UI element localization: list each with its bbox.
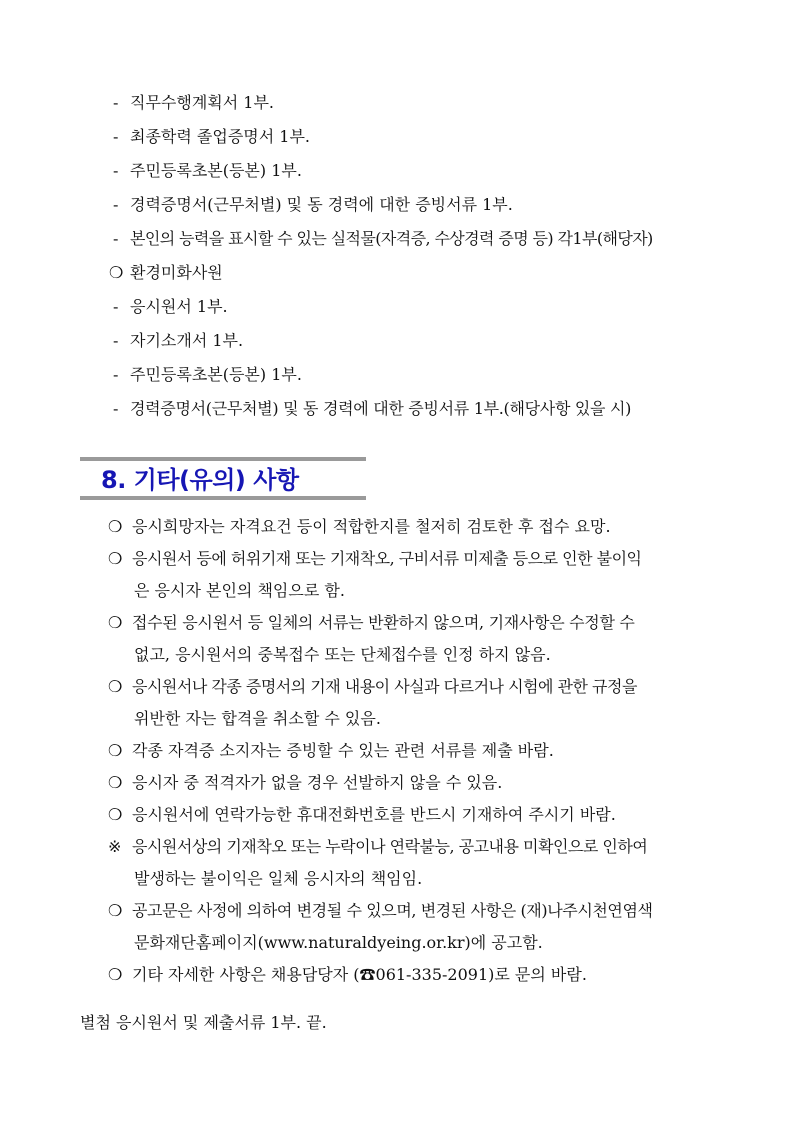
dash-bullet: - bbox=[113, 161, 119, 180]
list-item-text: 경력증명서(근무처별) 및 동 경력에 대한 증빙서류 1부. bbox=[130, 195, 513, 214]
notice-text: 발생하는 불이익은 일체 응시자의 책임임. bbox=[134, 869, 423, 888]
notice-text: 응시원서 등에 허위기재 또는 기재착오, 구비서류 미제출 등으로 인한 불이익 bbox=[132, 549, 642, 568]
circle-bullet-icon: ❍ bbox=[108, 773, 123, 792]
circle-bullet-icon: ❍ bbox=[108, 549, 123, 568]
notice-text: 응시자 중 적격자가 없을 경우 선발하지 않을 수 있음. bbox=[132, 773, 503, 792]
list-item-text: 경력증명서(근무처별) 및 동 경력에 대한 증빙서류 1부.(해당사항 있을 시) bbox=[130, 399, 632, 418]
list-item-text: 본인의 능력을 표시할 수 있는 실적물(자격증, 수상경력 증명 등) 각1부(해당자) bbox=[130, 229, 653, 248]
group-heading-text: 환경미화사원 bbox=[130, 263, 223, 282]
notice-text: 응시원서나 각종 증명서의 기재 내용이 사실과 다르거나 시험에 관한 규정을 bbox=[132, 677, 637, 696]
notice-text: 응시원서상의 기재착오 또는 누락이나 연락불능, 공고내용 미확인으로 인하여 bbox=[132, 837, 648, 856]
section-divider-top bbox=[80, 457, 366, 461]
section-divider-bottom bbox=[80, 496, 366, 500]
circle-bullet-icon: ❍ bbox=[108, 613, 123, 632]
notice-text: 은 응시자 본인의 책임으로 함. bbox=[134, 581, 345, 600]
circle-bullet-icon: ❍ bbox=[109, 263, 124, 282]
list-item-text: 직무수행계획서 1부. bbox=[130, 93, 274, 112]
dash-bullet: - bbox=[113, 399, 119, 418]
dash-bullet: - bbox=[113, 93, 119, 112]
dash-bullet: - bbox=[113, 297, 119, 316]
notice-text: 없고, 응시원서의 중복접수 또는 단체접수를 인정 하지 않음. bbox=[134, 645, 551, 664]
reference-mark-icon: ※ bbox=[108, 837, 122, 856]
list-item-text: 최종학력 졸업증명서 1부. bbox=[130, 127, 310, 146]
dash-bullet: - bbox=[113, 127, 119, 146]
notice-text: 문화재단홈페이지(www.naturaldyeing.or.kr)에 공고함. bbox=[134, 933, 543, 952]
notice-text: 응시원서에 연락가능한 휴대전화번호를 반드시 기재하여 주시기 바람. bbox=[132, 805, 616, 824]
dash-bullet: - bbox=[113, 229, 119, 248]
circle-bullet-icon: ❍ bbox=[108, 741, 123, 760]
notice-text: 공고문은 사정에 의하여 변경될 수 있으며, 변경된 사항은 (재)나주시천연염색 bbox=[132, 901, 653, 920]
notice-text: 위반한 자는 합격을 취소할 수 있음. bbox=[134, 709, 381, 728]
list-item-text: 주민등록초본(등본) 1부. bbox=[130, 365, 302, 384]
circle-bullet-icon: ❍ bbox=[108, 965, 123, 984]
notice-text: 각종 자격증 소지자는 증빙할 수 있는 관련 서류를 제출 바람. bbox=[132, 741, 554, 760]
closing-line: 별첨 응시원서 및 제출서류 1부. 끝. bbox=[80, 1013, 327, 1032]
circle-bullet-icon: ❍ bbox=[108, 517, 123, 536]
list-item-text: 응시원서 1부. bbox=[130, 297, 228, 316]
circle-bullet-icon: ❍ bbox=[108, 677, 123, 696]
circle-bullet-icon: ❍ bbox=[108, 805, 123, 824]
list-item-text: 주민등록초본(등본) 1부. bbox=[130, 161, 302, 180]
section-title: 8. 기타(유의) 사항 bbox=[101, 466, 299, 494]
dash-bullet: - bbox=[113, 195, 119, 214]
dash-bullet: - bbox=[113, 331, 119, 350]
notice-text: 기타 자세한 사항은 채용담당자 (☎061-335-2091)로 문의 바람. bbox=[132, 965, 587, 984]
dash-bullet: - bbox=[113, 365, 119, 384]
notice-text: 접수된 응시원서 등 일체의 서류는 반환하지 않으며, 기재사항은 수정할 수 bbox=[132, 613, 635, 632]
notice-text: 응시희망자는 자격요건 등이 적합한지를 철저히 검토한 후 접수 요망. bbox=[132, 517, 611, 536]
list-item-text: 자기소개서 1부. bbox=[130, 331, 244, 350]
circle-bullet-icon: ❍ bbox=[108, 901, 123, 920]
